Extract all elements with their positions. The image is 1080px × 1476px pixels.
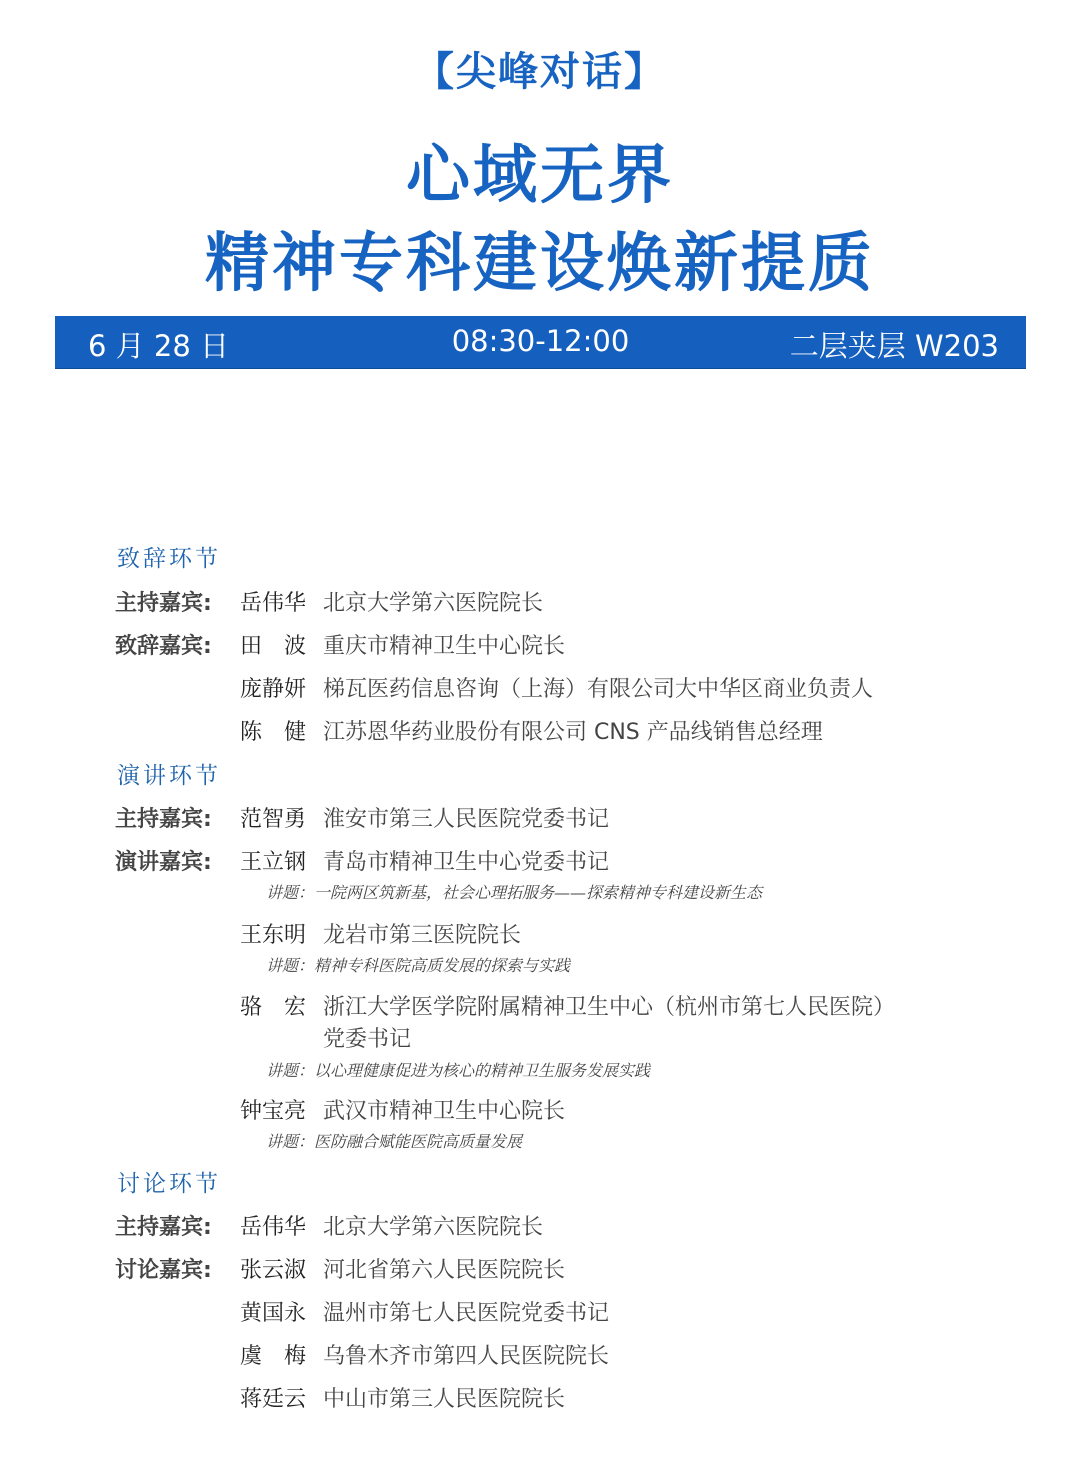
person-title: 梯瓦医药信息咨询（上海）有限公司大中华区商业负责人: [323, 677, 874, 702]
session-info-bar: [55, 316, 1026, 369]
role-label-panel: 讨论嘉宾:: [115, 1258, 212, 1283]
person-title: 北京大学第六医院院长: [323, 591, 544, 616]
person-title: 江苏恩华药业股份有限公司 CNS 产品线销售总经理: [323, 720, 823, 745]
role-label-host: 主持嘉宾:: [115, 591, 212, 616]
session-date: 6 月 28 日: [88, 329, 230, 363]
person-title: 淮安市第三人民医院党委书记: [323, 807, 610, 832]
person-name: 蒋廷云: [240, 1387, 307, 1412]
session-title-line1: 心域无界: [406, 139, 674, 213]
section-title-opening: 致辞环节: [117, 546, 221, 572]
person-name: 田 波: [240, 634, 307, 659]
person-title: 河北省第六人民医院院长: [323, 1258, 566, 1283]
person-title: 乌鲁木齐市第四人民医院院长: [323, 1344, 610, 1369]
person-title: 北京大学第六医院院长: [323, 1215, 544, 1240]
role-label-host: 主持嘉宾:: [115, 1215, 212, 1240]
section-title-talks: 演讲环节: [117, 763, 221, 789]
person-name: 黄国永: [240, 1301, 307, 1326]
section-title-discussion: 讨论环节: [117, 1171, 221, 1197]
person-name: 王东明: [240, 923, 307, 948]
talk-topic: 讲题：一院两区筑新基，社会心理拓服务——探索精神专科建设新生态: [266, 883, 763, 902]
person-name: 王立钢: [240, 850, 307, 875]
person-name: 范智勇: [240, 807, 307, 832]
session-title-line2: 精神专科建设焕新提质: [205, 227, 875, 301]
person-name: 岳伟华: [240, 1215, 307, 1240]
talk-topic: 讲题：以心理健康促进为核心的精神卫生服务发展实践: [266, 1061, 651, 1080]
session-room: 二层夹层 W203: [789, 329, 999, 363]
role-label-speaker: 演讲嘉宾:: [115, 850, 212, 875]
person-name: 岳伟华: [240, 591, 307, 616]
person-title: 龙岩市第三医院院长: [323, 923, 522, 948]
role-label-host: 主持嘉宾:: [115, 807, 212, 832]
person-title: 青岛市精神卫生中心党委书记: [323, 850, 610, 875]
person-title: 温州市第七人民医院党委书记: [323, 1301, 610, 1326]
person-name: 骆 宏: [240, 995, 307, 1020]
person-name: 陈 健: [240, 720, 307, 745]
person-name: 庞静妍: [240, 677, 307, 702]
session-time: 08:30-12:00: [451, 324, 630, 358]
person-title: 重庆市精神卫生中心院长: [323, 634, 566, 659]
person-title: 浙江大学医学院附属精神卫生中心（杭州市第七人民医院）: [323, 995, 896, 1020]
person-name: 钟宝亮: [240, 1099, 307, 1124]
talk-topic: 讲题：精神专科医院高质发展的探索与实践: [266, 956, 571, 975]
session-tag: 【尖峰对话】: [414, 49, 666, 95]
role-label-speech: 致辞嘉宾:: [115, 634, 212, 659]
person-name: 张云淑: [240, 1258, 307, 1283]
person-title-cont: 党委书记: [323, 1027, 412, 1052]
person-name: 虞 梅: [240, 1344, 307, 1369]
talk-topic: 讲题：医防融合赋能医院高质量发展: [266, 1132, 523, 1151]
person-title: 武汉市精神卫生中心院长: [323, 1099, 566, 1124]
person-title: 中山市第三人民医院院长: [323, 1387, 566, 1412]
